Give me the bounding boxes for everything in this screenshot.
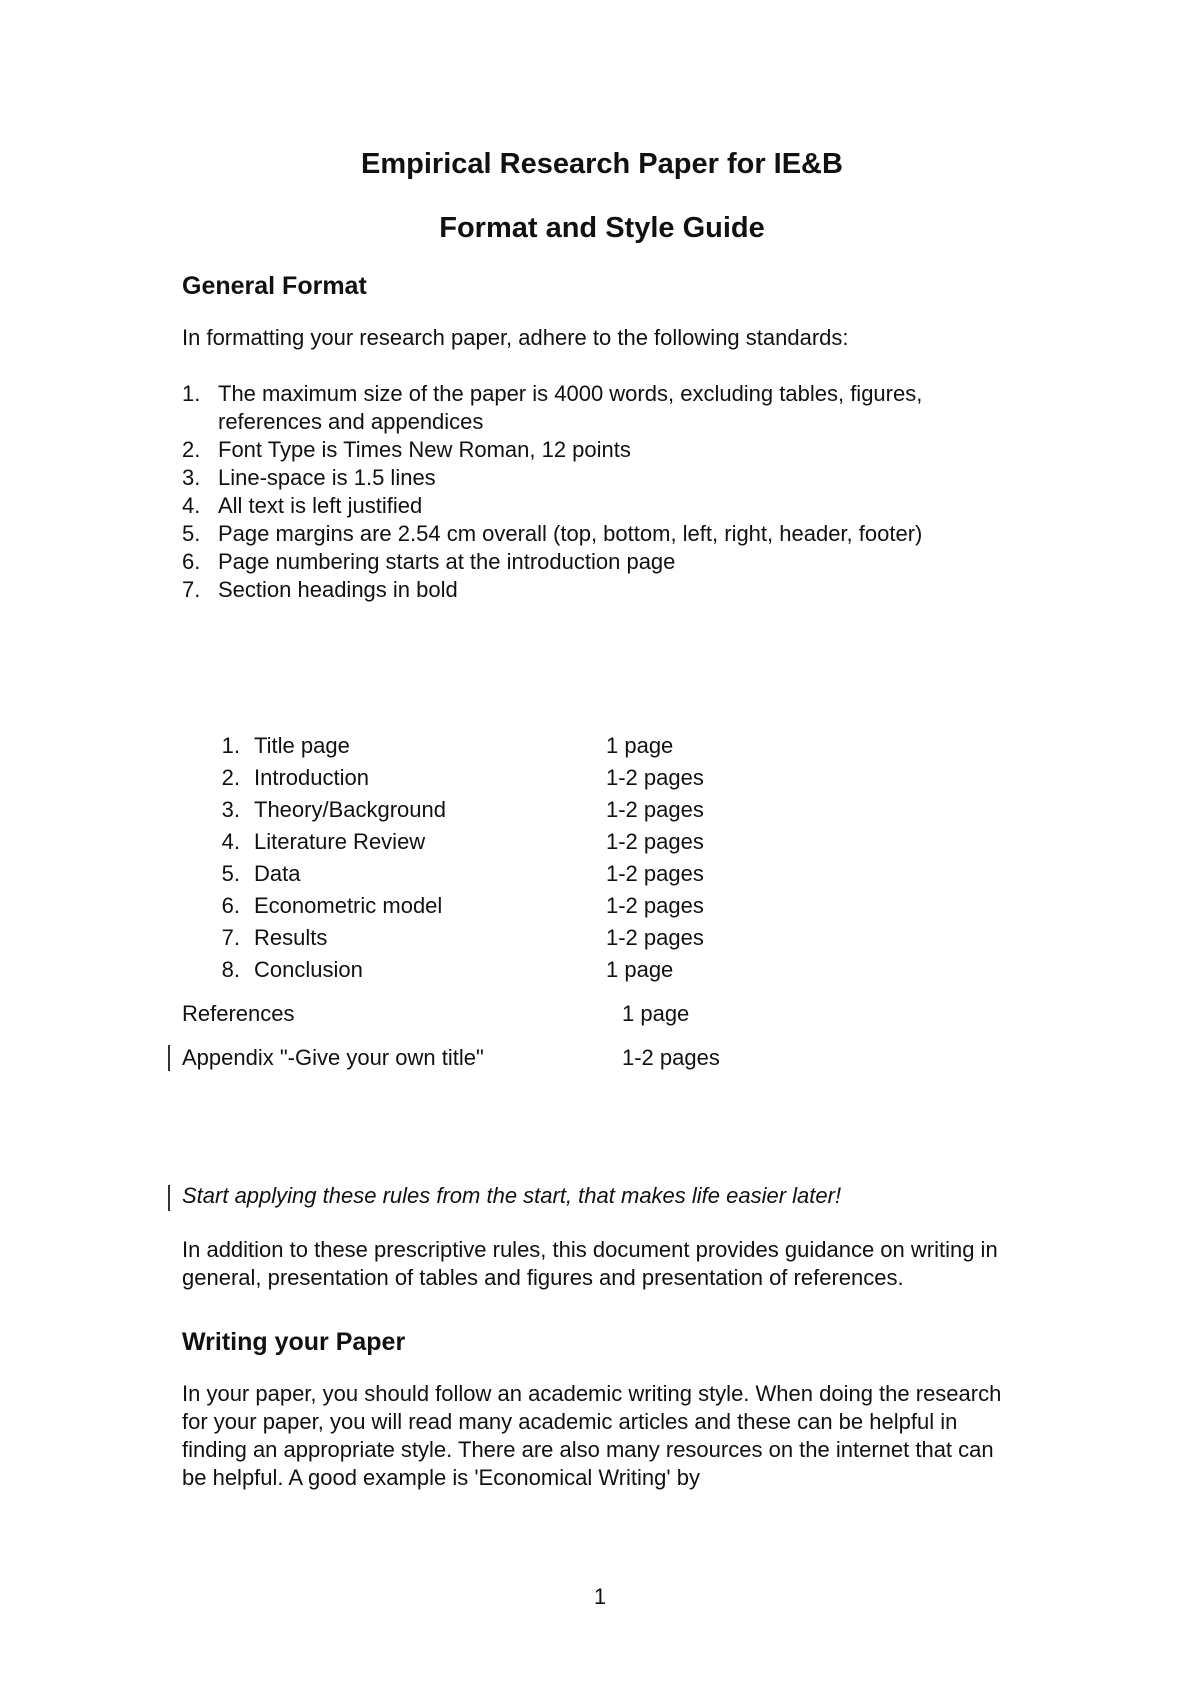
structure-row bbox=[182, 858, 1022, 890]
structure-row bbox=[182, 794, 1022, 826]
structure-title: Results bbox=[254, 925, 328, 950]
structure-title: Theory/Background bbox=[254, 797, 446, 822]
addition-paragraph: In addition to these prescriptive rules, this document provides guidance on writing in general, presentation of tables and figures and presentation of references. bbox=[182, 1237, 998, 1290]
page-number: 1 bbox=[593, 1584, 607, 1609]
list-text: The maximum size of the paper is 4000 words, excluding tables, figures, references and appendices bbox=[218, 381, 923, 434]
change-bar-marker bbox=[168, 1045, 170, 1071]
appendix-pages: 1-2 pages bbox=[622, 1045, 720, 1070]
structure-pages: 1 page bbox=[606, 733, 674, 758]
structure-number: 5. bbox=[221, 861, 240, 886]
list-item bbox=[182, 576, 1022, 604]
list-item bbox=[182, 380, 1022, 436]
structure-number: 6. bbox=[221, 893, 240, 918]
list-text: Font Type is Times New Roman, 12 points bbox=[218, 437, 631, 462]
structure-row bbox=[182, 826, 1022, 858]
list-text: Page margins are 2.54 cm overall (top, bottom, left, right, header, footer) bbox=[218, 521, 923, 546]
list-number: 2. bbox=[182, 437, 201, 462]
list-number: 6. bbox=[182, 549, 201, 574]
structure-pages: 1-2 pages bbox=[606, 925, 704, 950]
structure-row bbox=[182, 890, 1022, 922]
list-number: 4. bbox=[182, 493, 201, 518]
structure-title: Literature Review bbox=[254, 829, 426, 854]
list-item bbox=[182, 520, 1022, 548]
structure-number: 8. bbox=[221, 957, 240, 982]
appendix-title: Appendix "-Give your own title" bbox=[182, 1045, 484, 1070]
list-item bbox=[182, 436, 1022, 464]
list-text: All text is left justified bbox=[218, 493, 423, 518]
writing-paragraph: In your paper, you should follow an academic writing style. When doing the research for your paper, you will read many academic articles and these can be helpful in finding an appropriate style. There are also many resources on the internet that can be helpful. A good example is 'Economical Writing' by bbox=[182, 1381, 1002, 1490]
structure-pages: 1 page bbox=[606, 957, 674, 982]
list-text: Section headings in bold bbox=[218, 577, 458, 602]
list-item bbox=[182, 548, 1022, 576]
list-text: Line-space is 1.5 lines bbox=[218, 465, 436, 490]
writing-heading: Writing your Paper bbox=[182, 1328, 406, 1356]
list-number: 7. bbox=[182, 577, 201, 602]
paper-structure-list bbox=[182, 730, 1022, 986]
structure-pages: 1-2 pages bbox=[606, 829, 704, 854]
page-content bbox=[182, 140, 1022, 1492]
structure-row bbox=[182, 922, 1022, 954]
structure-title: Conclusion bbox=[254, 957, 363, 982]
general-format-heading: General Format bbox=[182, 272, 367, 300]
reminder-content: Start applying these rules from the start, that makes life easier later! bbox=[182, 1183, 842, 1208]
structure-pages: 1-2 pages bbox=[606, 765, 704, 790]
structure-title: Introduction bbox=[254, 765, 369, 790]
list-item bbox=[182, 464, 1022, 492]
structure-number: 3. bbox=[221, 797, 240, 822]
structure-number: 7. bbox=[221, 925, 240, 950]
document-subtitle: Format and Style Guide bbox=[439, 212, 765, 244]
references-row bbox=[182, 998, 1022, 1030]
structure-row bbox=[182, 762, 1022, 794]
general-format-intro: In formatting your research paper, adhere to the following standards: bbox=[182, 325, 849, 350]
list-number: 5. bbox=[182, 521, 201, 546]
list-number: 3. bbox=[182, 465, 201, 490]
structure-pages: 1-2 pages bbox=[606, 893, 704, 918]
structure-pages: 1-2 pages bbox=[606, 861, 704, 886]
structure-row bbox=[182, 954, 1022, 986]
list-item bbox=[182, 492, 1022, 520]
list-text: Page numbering starts at the introduction page bbox=[218, 549, 676, 574]
appendix-row bbox=[182, 1042, 1022, 1074]
structure-title: Econometric model bbox=[254, 893, 443, 918]
structure-number: 4. bbox=[221, 829, 240, 854]
structure-title: Title page bbox=[254, 733, 350, 758]
structure-number: 2. bbox=[221, 765, 240, 790]
format-rules-list bbox=[182, 380, 1022, 604]
list-number: 1. bbox=[182, 381, 201, 406]
structure-pages: 1-2 pages bbox=[606, 797, 704, 822]
structure-number: 1. bbox=[221, 733, 240, 758]
references-title: References bbox=[182, 1001, 295, 1026]
structure-row bbox=[182, 730, 1022, 762]
reminder-text bbox=[182, 1182, 1022, 1210]
document-title: Empirical Research Paper for IE&B bbox=[361, 148, 843, 180]
references-pages: 1 page bbox=[622, 1001, 690, 1026]
change-bar-marker bbox=[168, 1185, 170, 1211]
structure-title: Data bbox=[254, 861, 301, 886]
